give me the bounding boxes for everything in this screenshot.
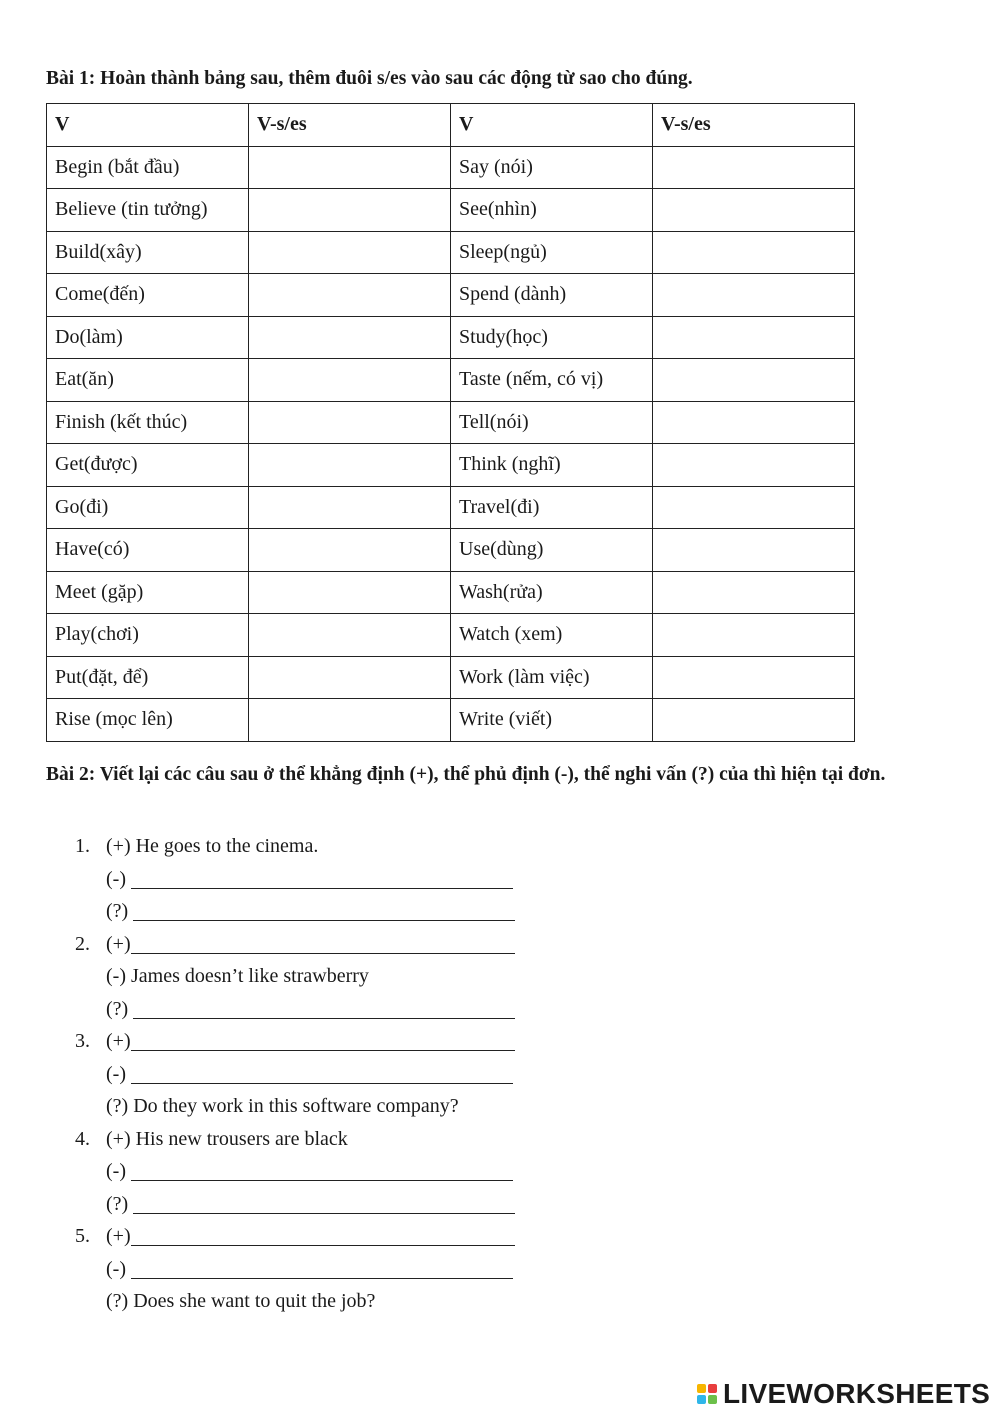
liveworksheets-logo [697,1377,990,1411]
answer-cell[interactable] [249,444,451,487]
answer-blank[interactable] [131,931,515,954]
question-marker: (?) [106,900,129,922]
answer-cell[interactable] [249,274,451,317]
verb-cell: Eat(ăn) [47,359,249,402]
answer-cell[interactable] [249,231,451,274]
answer-cell[interactable] [653,571,855,614]
answer-cell[interactable] [653,231,855,274]
plus-marker: (+) [106,835,131,857]
sentence-question-line [106,1090,459,1122]
verb-cell: Get(được) [47,444,249,487]
answer-cell[interactable] [249,359,451,402]
verb-cell: Begin (bắt đầu) [47,146,249,189]
table-row [47,699,855,742]
given-sentence: He goes to the cinema. [135,835,319,857]
verb-cell: Spend (dành) [451,274,653,317]
verb-cell: Wash(rửa) [451,571,653,614]
verb-cell: Believe (tin tưởng) [47,189,249,232]
answer-cell[interactable] [653,614,855,657]
answer-cell[interactable] [653,146,855,189]
verb-cell: Come(đến) [47,274,249,317]
sentence-question-line [106,895,515,927]
exercise-2-heading: Bài 2: Viết lại các câu sau ở thể khẳng định (+), thể phủ định (-), thể nghi vấn (?) của thì hiện tại đơn. [46,764,886,785]
verb-cell: Build(xây) [47,231,249,274]
answer-blank[interactable] [133,898,515,921]
answer-blank[interactable] [131,1158,513,1181]
sentence-minus-line [106,863,513,895]
verb-cell: Do(làm) [47,316,249,359]
verb-cell: Use(dùng) [451,529,653,572]
verb-cell: Taste (nếm, có vị) [451,359,653,402]
plus-marker: (+) [106,1127,131,1150]
table-row [47,444,855,487]
answer-cell[interactable] [653,699,855,742]
question-marker: (?) [106,997,129,1020]
minus-marker: (-) [106,965,126,987]
answer-cell[interactable] [249,571,451,614]
sentence-minus-line [106,960,369,992]
sentence-question-line [106,993,515,1025]
verb-cell: Travel(đi) [451,486,653,529]
sentence-minus-line [106,1155,513,1187]
table-row [47,571,855,614]
exercise-1-heading: Bài 1: Hoàn thành bảng sau, thêm đuôi s/es vào sau các động từ sao cho đúng. [46,68,693,89]
sentence-question-line [106,1285,375,1317]
sentence-question-line [106,1188,515,1220]
verb-cell: Meet (gặp) [47,571,249,614]
sentence-plus-line [106,830,318,862]
verb-table [46,103,855,742]
sentence-plus-line [106,1220,515,1252]
verb-cell: Play(chơi) [47,614,249,657]
answer-cell[interactable] [653,189,855,232]
verb-cell: See(nhìn) [451,189,653,232]
table-header-row [47,104,855,147]
item-number: 1. [75,835,90,857]
answer-blank[interactable] [131,1061,513,1084]
verb-cell: Study(học) [451,316,653,359]
column-header-v: V [47,104,249,147]
item-number: 3. [75,1030,90,1052]
answer-cell[interactable] [653,274,855,317]
given-sentence: Does she want to quit the job? [133,1290,376,1312]
table-row [47,231,855,274]
liveworksheets-logo-icon [697,1381,721,1407]
answer-cell[interactable] [653,359,855,402]
item-number: 4. [75,1127,90,1150]
answer-cell[interactable] [653,316,855,359]
liveworksheets-logo-text: LIVEWORKSHEETS [723,1378,991,1409]
answer-cell[interactable] [653,444,855,487]
given-sentence: Do they work in this software company? [133,1095,459,1117]
verb-cell: Watch (xem) [451,614,653,657]
minus-marker: (-) [106,1257,126,1280]
table-row [47,359,855,402]
table-row [47,529,855,572]
answer-cell[interactable] [653,529,855,572]
answer-cell[interactable] [653,486,855,529]
table-row [47,486,855,529]
item-number: 5. [75,1225,90,1247]
answer-cell[interactable] [249,146,451,189]
table-row [47,316,855,359]
verb-cell: Have(có) [47,529,249,572]
table-row [47,146,855,189]
table-row [47,401,855,444]
verb-cell: Go(đi) [47,486,249,529]
table-row [47,614,855,657]
column-header-v: V [451,104,653,147]
answer-cell[interactable] [653,401,855,444]
verb-cell: Think (nghĩ) [451,444,653,487]
answer-cell[interactable] [249,699,451,742]
sentence-minus-line [106,1253,513,1285]
answer-cell[interactable] [249,316,451,359]
verb-cell: Write (viết) [451,699,653,742]
plus-marker: (+) [106,932,131,955]
verb-cell: Tell(nói) [451,401,653,444]
answer-cell[interactable] [249,614,451,657]
answer-cell[interactable] [249,486,451,529]
answer-cell[interactable] [653,656,855,699]
given-sentence: His new trousers are black [135,1127,348,1150]
item-number: 2. [75,932,90,955]
answer-blank[interactable] [131,866,513,889]
answer-blank[interactable] [131,1256,513,1279]
answer-blank[interactable] [133,996,515,1019]
question-marker: (?) [106,1095,129,1117]
verb-cell: Finish (kết thúc) [47,401,249,444]
question-marker: (?) [106,1290,129,1312]
minus-marker: (-) [106,1160,126,1182]
table-row [47,656,855,699]
verb-cell: Rise (mọc lên) [47,699,249,742]
answer-cell[interactable] [249,656,451,699]
column-header-v-s-es: V-s/es [653,104,855,147]
verb-cell: Work (làm việc) [451,656,653,699]
verb-cell: Say (nói) [451,146,653,189]
verb-cell: Sleep(ngủ) [451,231,653,274]
sentence-plus-line [106,1123,348,1155]
sentence-plus-line [106,928,515,960]
minus-marker: (-) [106,1062,126,1085]
question-marker: (?) [106,1192,129,1215]
answer-cell[interactable] [249,401,451,444]
given-sentence: James doesn’t like strawberry [130,965,369,987]
table-row [47,274,855,317]
answer-blank[interactable] [131,1028,515,1051]
answer-cell[interactable] [249,529,451,572]
plus-marker: (+) [106,1030,131,1052]
verb-cell: Put(đặt, để) [47,656,249,699]
plus-marker: (+) [106,1225,131,1247]
minus-marker: (-) [106,867,126,890]
answer-cell[interactable] [249,189,451,232]
table-row [47,189,855,232]
answer-blank[interactable] [131,1223,515,1246]
column-header-v-s-es: V-s/es [249,104,451,147]
sentence-plus-line [106,1025,515,1057]
sentence-minus-line [106,1058,513,1090]
answer-blank[interactable] [133,1191,515,1214]
